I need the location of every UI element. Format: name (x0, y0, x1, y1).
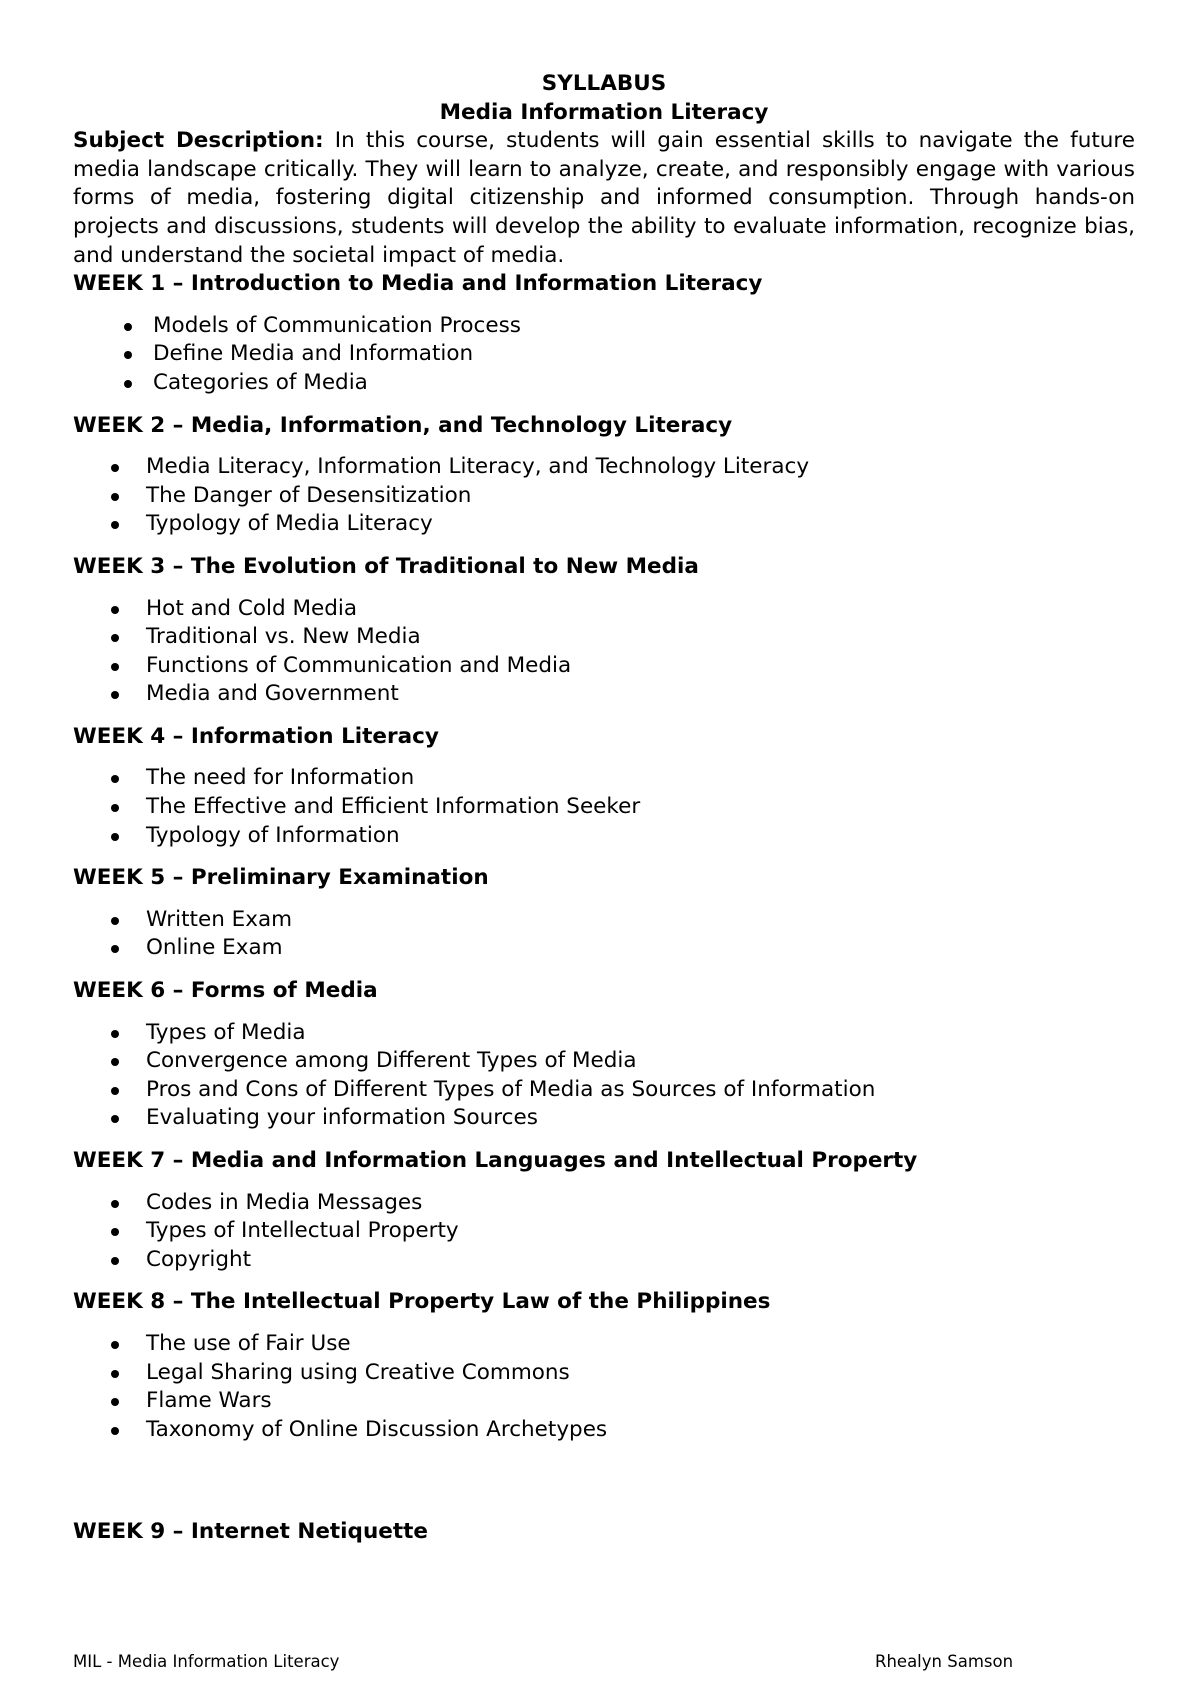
topic-text: Categories of Media (153, 369, 368, 395)
week-8-section (73, 1288, 1135, 1444)
week-1-section (73, 270, 1135, 397)
week-3-section (73, 553, 1135, 709)
bullet-icon (111, 1115, 119, 1123)
topic-list (73, 595, 1135, 709)
week-heading: WEEK 8 – The Intellectual Property Law of the Philippines (73, 1289, 771, 1315)
bullet-icon (111, 1370, 119, 1378)
week-7-section (73, 1147, 1135, 1274)
list-item (73, 1076, 1135, 1105)
topic-text: Typology of Media Literacy (146, 511, 433, 537)
bullet-icon (111, 1398, 119, 1406)
topic-text: Types of Intellectual Property (146, 1218, 459, 1244)
topic-text: Codes in Media Messages (146, 1189, 423, 1215)
week-4-section (73, 723, 1135, 850)
week-5-section (73, 864, 1135, 963)
topic-text: Media Literacy, Information Literacy, and Technology Literacy (146, 454, 810, 480)
subject-description (73, 127, 1135, 270)
bullet-icon (111, 945, 119, 953)
topic-list (73, 906, 1135, 963)
bullet-icon (111, 1058, 119, 1066)
bullet-icon (111, 1087, 119, 1095)
bullet-icon (111, 663, 119, 671)
list-item (73, 1047, 1135, 1076)
list-item (73, 369, 1135, 398)
bullet-icon (111, 464, 119, 472)
bullet-icon (111, 917, 119, 925)
list-item (73, 312, 1135, 341)
subject-description-label: Subject Description: (73, 128, 324, 154)
list-item (73, 652, 1135, 681)
topic-text: Taxonomy of Online Discussion Archetypes (146, 1416, 608, 1442)
footer-course-name: MIL - Media Information Literacy (73, 1652, 340, 1671)
bullet-icon (124, 351, 132, 359)
week-heading: WEEK 2 – Media, Information, and Technology Literacy (73, 412, 733, 438)
bullet-icon (111, 775, 119, 783)
list-item (73, 510, 1135, 539)
syllabus-page (73, 70, 1135, 1547)
week-2-section (73, 412, 1135, 539)
bullet-icon (111, 691, 119, 699)
list-item (73, 906, 1135, 935)
topic-text: Models of Communication Process (153, 312, 521, 338)
list-item (73, 453, 1135, 482)
week-6-section (73, 977, 1135, 1133)
bullet-icon (111, 1228, 119, 1236)
topic-text: Copyright (146, 1246, 252, 1272)
week-heading: WEEK 5 – Preliminary Examination (73, 865, 489, 891)
list-item (73, 623, 1135, 652)
topic-text: Pros and Cons of Different Types of Media as Sources of Information (146, 1076, 876, 1102)
bullet-icon (111, 1341, 119, 1349)
bullet-icon (124, 323, 132, 331)
topic-text: Functions of Communication and Media (146, 652, 572, 678)
list-item (73, 1189, 1135, 1218)
topic-text: Typology of Information (146, 822, 400, 848)
topic-text: Media and Government (146, 681, 399, 707)
document-subtitle: Media Information Literacy (439, 99, 769, 125)
bullet-icon (111, 1030, 119, 1038)
list-item (73, 1330, 1135, 1359)
topic-list (73, 453, 1135, 539)
bullet-icon (111, 804, 119, 812)
bullet-icon (111, 1427, 119, 1435)
topic-text: Convergence among Different Types of Media (146, 1048, 637, 1074)
topic-list (73, 1330, 1135, 1444)
spacer (73, 1458, 1135, 1518)
topic-list (73, 764, 1135, 850)
topic-text: Online Exam (146, 935, 283, 961)
topic-text: The Effective and Efficient Information Seeker (146, 794, 641, 820)
topic-text: Evaluating your information Sources (146, 1105, 538, 1131)
topic-list (73, 1189, 1135, 1275)
topic-list (73, 312, 1135, 398)
bullet-icon (111, 1257, 119, 1265)
list-item (73, 822, 1135, 851)
topic-text: The Danger of Desensitization (146, 482, 472, 508)
topic-text: Traditional vs. New Media (146, 624, 421, 650)
week-heading: WEEK 1 – Introduction to Media and Information Literacy (73, 271, 763, 297)
bullet-icon (111, 493, 119, 501)
bullet-icon (111, 606, 119, 614)
bullet-icon (111, 634, 119, 642)
list-item (73, 934, 1135, 963)
list-item (73, 793, 1135, 822)
week-heading: WEEK 6 – Forms of Media (73, 978, 378, 1004)
topic-text: Hot and Cold Media (146, 595, 358, 621)
week-9-section (73, 1518, 1135, 1547)
document-title: SYLLABUS (541, 71, 667, 96)
topic-text: The need for Information (146, 765, 415, 791)
bullet-icon (111, 521, 119, 529)
bullet-icon (111, 833, 119, 841)
list-item (73, 764, 1135, 793)
week-heading: WEEK 3 – The Evolution of Traditional to New Media (73, 553, 699, 579)
list-item (73, 595, 1135, 624)
list-item (73, 1359, 1135, 1388)
topic-text: Written Exam (146, 906, 293, 932)
list-item (73, 1387, 1135, 1416)
list-item (73, 340, 1135, 369)
list-item (73, 680, 1135, 709)
list-item (73, 1416, 1135, 1445)
week-heading: WEEK 9 – Internet Netiquette (73, 1519, 428, 1545)
subject-description-text: In this course, students will gain essential skills to navigate the future media landscape critically. They will learn to analyze, create, and responsibly engage with various forms of media, fostering digital citizenship and informed consumption. Through hands-on projects and discussions, students will develop the ability to evaluate information, recognize bias, and understand the societal impact of media. (73, 128, 1136, 268)
list-item (73, 1246, 1135, 1275)
week-heading: WEEK 4 – Information Literacy (73, 723, 439, 749)
bullet-icon (111, 1200, 119, 1208)
list-item (73, 1104, 1135, 1133)
topic-text: Flame Wars (146, 1388, 272, 1414)
topic-list (73, 1019, 1135, 1133)
topic-text: Legal Sharing using Creative Commons (146, 1359, 570, 1385)
footer-author: Rhealyn Samson (875, 1652, 1014, 1671)
list-item (73, 1217, 1135, 1246)
week-heading: WEEK 7 – Media and Information Languages and Intellectual Property (73, 1148, 918, 1173)
topic-text: The use of Fair Use (146, 1330, 351, 1356)
topic-text: Define Media and Information (153, 341, 474, 367)
topic-text: Types of Media (146, 1019, 306, 1045)
list-item (73, 482, 1135, 511)
list-item (73, 1019, 1135, 1048)
bullet-icon (124, 380, 132, 388)
